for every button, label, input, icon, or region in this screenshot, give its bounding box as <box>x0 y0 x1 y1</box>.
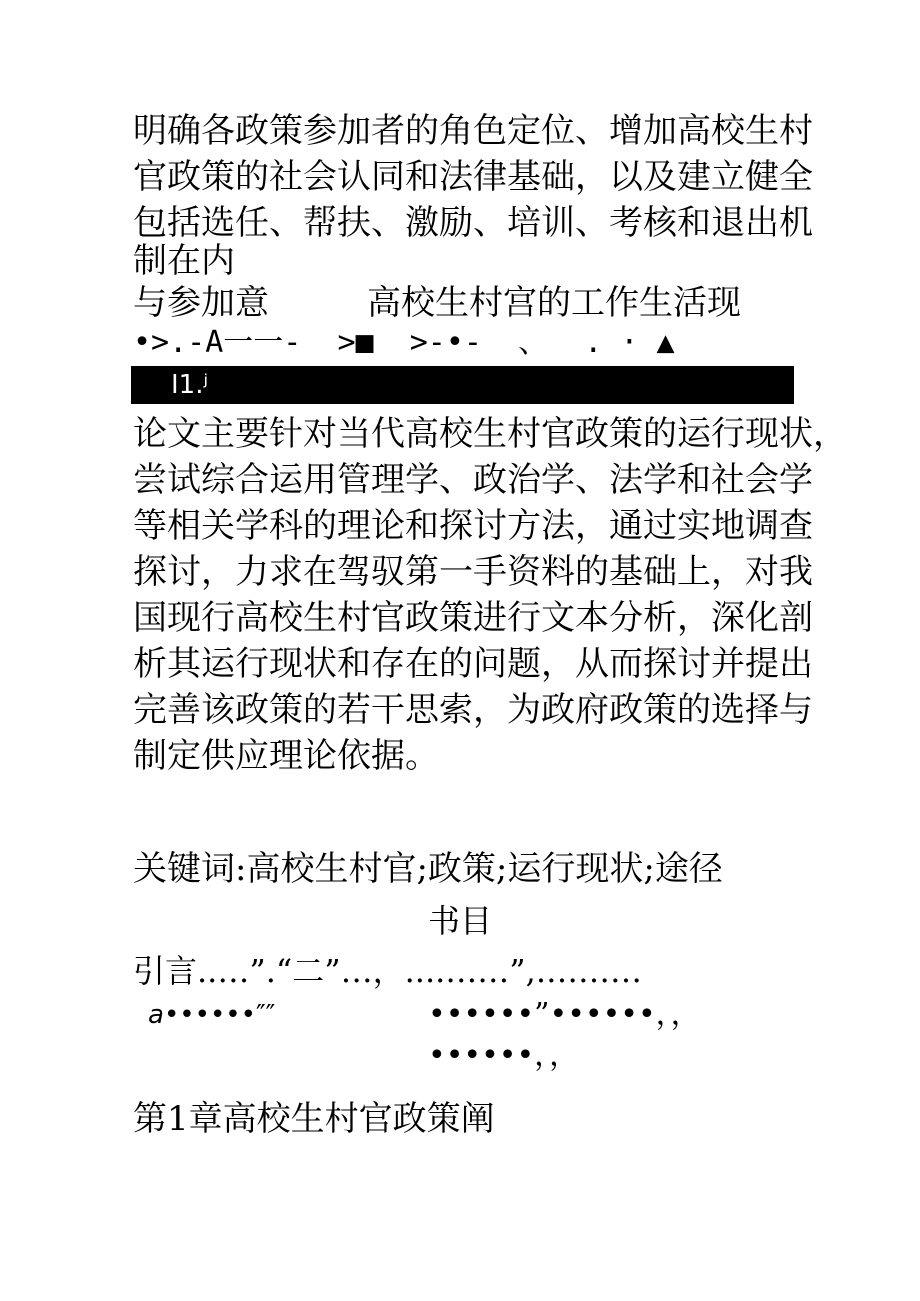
black-banner <box>131 366 794 404</box>
heading-row-left: 与参加意 <box>133 283 269 323</box>
toc-leader-left <box>148 995 275 1035</box>
abstract-line-8: 制定供应理论依据。 <box>133 736 439 776</box>
toc-entry-intro: 引言..…”.“二”…，....……”,.……… <box>133 952 642 990</box>
abstract-line-6: 析其运行现状和存在的问题，从而探讨并提出 <box>133 644 813 684</box>
abstract-line-3: 等相关学科的理论和探讨方法，通过实地调查 <box>133 506 813 546</box>
abstract-line-1: 论文主要针对当代高校生村官政策的运行现状， <box>133 414 847 454</box>
abstract-line-7: 完善该政策的若干思索，为政府政策的选择与 <box>133 690 813 730</box>
abstract-line-5: 国现行高校生村官政策进行文本分析，深化剖 <box>133 598 813 638</box>
intro-line-2: 官政策的社会认同和法律基础，以及建立健全 <box>133 157 813 197</box>
abstract-line-4: 探讨，力求在驾驭第一手资料的基础上，对我 <box>133 552 813 592</box>
abstract-line-2: 尝试综合运用管理学、政治学、法学和社会学 <box>133 460 813 500</box>
intro-line-1: 明确各政策参加者的角色定位、增加高校生村 <box>133 111 813 151</box>
toc-title: 书目 <box>427 902 492 940</box>
toc-leader-right-1: ••••••”••••••，， <box>428 997 701 1032</box>
intro-line-4: 制在内 <box>133 241 235 281</box>
heading-row <box>133 280 741 326</box>
keywords-line: 关键词:高校生村官;政策;运行现状;途径 <box>133 849 723 889</box>
garbled-symbol-line: •>.-A一一- >■ >-•- 、 . · ▲ <box>133 325 675 360</box>
heading-row-right: 高校生村宫的工作生活现 <box>367 283 741 323</box>
toc-leader-dots: ••••••″″ <box>163 1000 276 1030</box>
black-banner-text: I1.ʲ <box>171 370 209 400</box>
toc-entry-chapter-1: 第1章高校生村官政策阐 <box>133 1099 495 1139</box>
toc-leader-letter: a <box>148 1000 164 1030</box>
toc-leader-right-2: ••••••，， <box>428 1038 580 1073</box>
intro-line-3: 包括选任、帮扶、激励、培训、考核和退出机 <box>133 203 813 243</box>
